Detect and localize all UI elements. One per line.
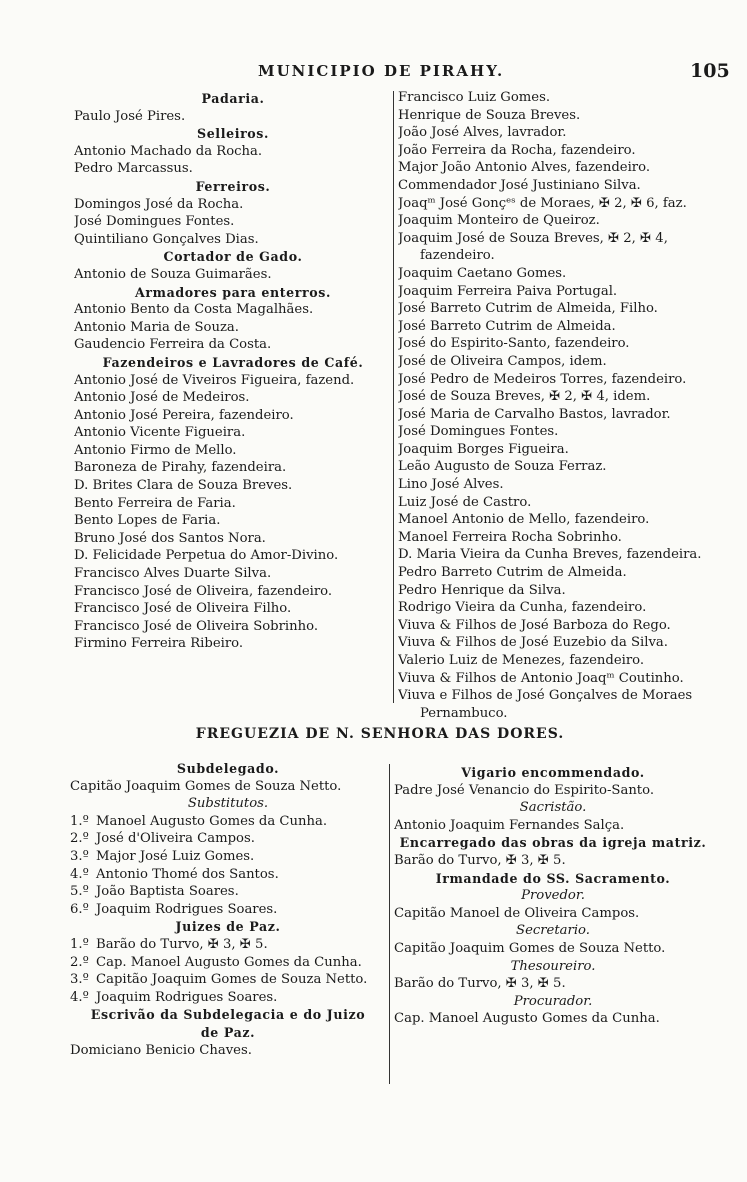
column-divider [389, 764, 390, 1084]
list-item: Padre José Venancio do Espirito-Santo. [394, 782, 655, 798]
list-item: Joaquim Ferreira Paiva Portugal. [398, 283, 618, 299]
list-item [70, 883, 386, 901]
list-item: Francisco José de Oliveira, fazendeiro. [74, 583, 333, 599]
list-item-continuation: fazendeiro. [420, 248, 495, 264]
list-item-text: Major José Luiz Gomes. [96, 848, 255, 864]
list-item: Antonio Firmo de Mello. [74, 442, 237, 458]
section-heading: Cortador de Gado. [163, 249, 303, 265]
list-item: Quintiliano Gonçalves Dias. [74, 231, 259, 247]
list-item [70, 866, 386, 884]
list-item: Bento Ferreira de Faria. [74, 495, 236, 511]
list-item: Joaquim Monteiro de Queiroz. [398, 213, 600, 229]
sub-heading: Procurador. [513, 993, 593, 1009]
list-item: Barão do Turvo, ✠ 3, ✠ 5. [394, 852, 566, 868]
list-item: José de Souza Breves, ✠ 2, ✠ 4, idem. [398, 389, 651, 405]
list-item: Viuva e Filhos de José Gonçalves de Moraes [398, 688, 693, 704]
list-item: Antonio Machado da Rocha. [74, 143, 263, 159]
list-item: Capitão Joaquim Gomes de Souza Netto. [394, 940, 666, 956]
right-column-2 [394, 764, 712, 1028]
section-heading: Selleiros. [197, 126, 269, 142]
list-item: Francisco Luiz Gomes. [398, 90, 551, 105]
left-column-2 [70, 760, 386, 1059]
section-heading: Ferreiros. [195, 178, 271, 194]
list-item: Cap. Manoel Augusto Gomes da Cunha. [394, 1011, 660, 1027]
section-heading: Juizes de Paz. [175, 919, 281, 935]
sub-heading: Secretario. [516, 923, 590, 939]
section-heading: Vigario encommendado. [461, 765, 645, 780]
ordinal: 2.º [70, 831, 89, 847]
list-item: Gaudencio Ferreira da Costa. [74, 337, 272, 353]
list-item: Leão Augusto de Souza Ferraz. [398, 459, 607, 475]
list-item: Capitão Joaquim Gomes de Souza Netto. [70, 778, 342, 794]
list-item-text: Antonio Thomé dos Santos. [96, 866, 279, 882]
ordinal: 6.º [70, 901, 89, 917]
list-item: Domiciano Benicio Chaves. [70, 1042, 252, 1058]
list-item: Rodrigo Vieira da Cunha, fazendeiro. [398, 600, 647, 616]
list-item: Capitão Manoel de Oliveira Campos. [394, 905, 640, 921]
section-heading: Padaria. [201, 91, 265, 106]
list-item: Antonio Maria de Souza. [74, 319, 239, 335]
list-item: Francisco José de Oliveira Sobrinho. [74, 618, 319, 634]
list-item: Francisco José de Oliveira Filho. [74, 601, 292, 617]
ordinal: 5.º [70, 884, 89, 900]
list-item: Antonio José de Medeiros. [74, 390, 250, 406]
list-item-text: João Baptista Soares. [96, 884, 239, 900]
list-item: D. Felicidade Perpetua do Amor-Divino. [74, 548, 339, 564]
section-heading: Encarregado das obras da igreja matriz. [399, 835, 707, 851]
list-item: Baroneza de Pirahy, fazendeira. [74, 460, 287, 476]
list-item [70, 989, 386, 1007]
list-item: José Maria de Carvalho Bastos, lavrador. [398, 406, 671, 422]
section-heading: Armadores para enterros. [135, 284, 331, 300]
section-title: FREGUEZIA DE N. SENHORA DAS DORES. [195, 726, 565, 742]
list-item: Joaquim Borges Figueira. [398, 441, 569, 457]
sub-heading: Substitutos. [187, 796, 269, 812]
list-item: Henrique de Souza Breves. [398, 107, 581, 123]
list-item [70, 830, 386, 848]
list-item [70, 954, 386, 972]
list-item [70, 848, 386, 866]
list-item-text: Manoel Augusto Gomes da Cunha. [96, 813, 328, 829]
list-item: D. Maria Vieira da Cunha Breves, fazendeira. [398, 547, 702, 563]
list-item-text: Joaquim Rodrigues Soares. [96, 901, 278, 917]
list-item: João Ferreira da Rocha, fazendeiro. [398, 142, 636, 158]
list-item: Pedro Barreto Cutrim de Almeida. [398, 565, 627, 581]
list-item: José do Espirito-Santo, fazendeiro. [398, 336, 630, 352]
list-item: Antonio José Pereira, fazendeiro. [74, 407, 294, 423]
ordinal: 3.º [70, 972, 89, 988]
ordinal: 3.º [70, 848, 89, 864]
list-item: Barão do Turvo, ✠ 3, ✠ 5. [394, 976, 566, 992]
section-heading: de Paz. [200, 1024, 256, 1040]
sub-heading: Sacristão. [519, 800, 587, 816]
list-item-text: José d'Oliveira Campos. [96, 831, 255, 847]
list-item: José Pedro de Medeiros Torres, fazendeiro. [398, 371, 687, 387]
list-item-text: Capitão Joaquim Gomes de Souza Netto. [96, 972, 368, 988]
ordinal: 1.º [70, 936, 89, 952]
list-item: Antonio de Souza Guimarães. [74, 266, 272, 282]
list-item [70, 936, 386, 954]
list-item: Pedro Marcassus. [74, 161, 193, 177]
list-item: Pedro Henrique da Silva. [398, 582, 566, 598]
list-item: Viuva & Filhos de Antonio Joaqᵐ Coutinho. [398, 670, 684, 686]
sub-heading: Provedor. [521, 888, 585, 904]
list-item: Manoel Antonio de Mello, fazendeiro. [398, 512, 650, 528]
list-item: Viuva & Filhos de José Euzebio da Silva. [398, 635, 668, 651]
section-heading: Irmandade do SS. Sacramento. [435, 870, 671, 886]
ordinal: 4.º [70, 989, 89, 1005]
list-item: José de Oliveira Campos, idem. [398, 353, 607, 369]
left-column [74, 90, 392, 653]
list-item [70, 813, 386, 831]
list-item: Firmino Ferreira Ribeiro. [74, 636, 244, 652]
list-item: D. Brites Clara de Souza Breves. [74, 478, 293, 494]
list-item: José Domingues Fontes. [74, 214, 235, 230]
page-number: 105 [690, 60, 730, 82]
list-item: Lino José Alves. [398, 477, 504, 493]
list-item: Domingos José da Rocha. [74, 196, 244, 212]
list-item-text: Cap. Manoel Augusto Gomes da Cunha. [96, 954, 362, 970]
right-column [398, 89, 714, 722]
page-title: MUNICIPIO DE PIRAHY. [258, 62, 505, 80]
section-heading: Fazendeiros e Lavradores de Café. [102, 354, 364, 370]
list-item: Antonio José de Viveiros Figueira, fazend. [74, 372, 355, 388]
ordinal: 4.º [70, 866, 89, 882]
list-item: Paulo José Pires. [74, 108, 186, 124]
list-item: José Barreto Cutrim de Almeida. [398, 318, 616, 334]
list-item: Viuva & Filhos de José Barboza do Rego. [398, 617, 671, 633]
list-item: Francisco Alves Duarte Silva. [74, 566, 272, 582]
list-item: Antonio Joaquim Fernandes Salça. [394, 817, 625, 833]
sub-heading: Thesoureiro. [510, 958, 596, 974]
list-item: Joaquim Caetano Gomes. [398, 265, 567, 281]
list-item-text: Barão do Turvo, ✠ 3, ✠ 5. [96, 936, 268, 952]
list-item: Bruno José dos Santos Nora. [74, 530, 266, 546]
list-item: Bento Lopes de Faria. [74, 513, 221, 529]
list-item: Antonio Bento da Costa Magalhães. [74, 302, 314, 318]
column-divider [393, 91, 394, 703]
list-item [70, 901, 386, 919]
list-item: Luiz José de Castro. [398, 494, 532, 510]
list-item: José Domingues Fontes. [398, 424, 559, 440]
list-item: Joaquim José de Souza Breves, ✠ 2, ✠ 4, [398, 230, 668, 246]
list-item: Antonio Vicente Figueira. [74, 425, 246, 441]
list-item: Manoel Ferreira Rocha Sobrinho. [398, 529, 622, 545]
list-item: Joaqᵐ José Gonçᵉˢ de Moraes, ✠ 2, ✠ 6, faz. [398, 195, 687, 211]
section-heading: Escrivão da Subdelegacia e do Juizo [90, 1007, 366, 1023]
list-item: João José Alves, lavrador. [398, 125, 567, 141]
list-item-text: Joaquim Rodrigues Soares. [96, 989, 278, 1005]
list-item: José Barreto Cutrim de Almeida, Filho. [398, 301, 658, 317]
section-heading: Subdelegado. [176, 761, 280, 776]
list-item: Valerio Luiz de Menezes, fazendeiro. [398, 653, 645, 668]
list-item: Commendador José Justiniano Silva. [398, 177, 641, 193]
ordinal: 1.º [70, 813, 89, 829]
list-item [70, 971, 386, 989]
list-item: Major João Antonio Alves, fazendeiro. [398, 160, 651, 176]
list-item-continuation: Pernambuco. [420, 705, 508, 721]
page-header [0, 62, 747, 84]
ordinal: 2.º [70, 954, 89, 970]
